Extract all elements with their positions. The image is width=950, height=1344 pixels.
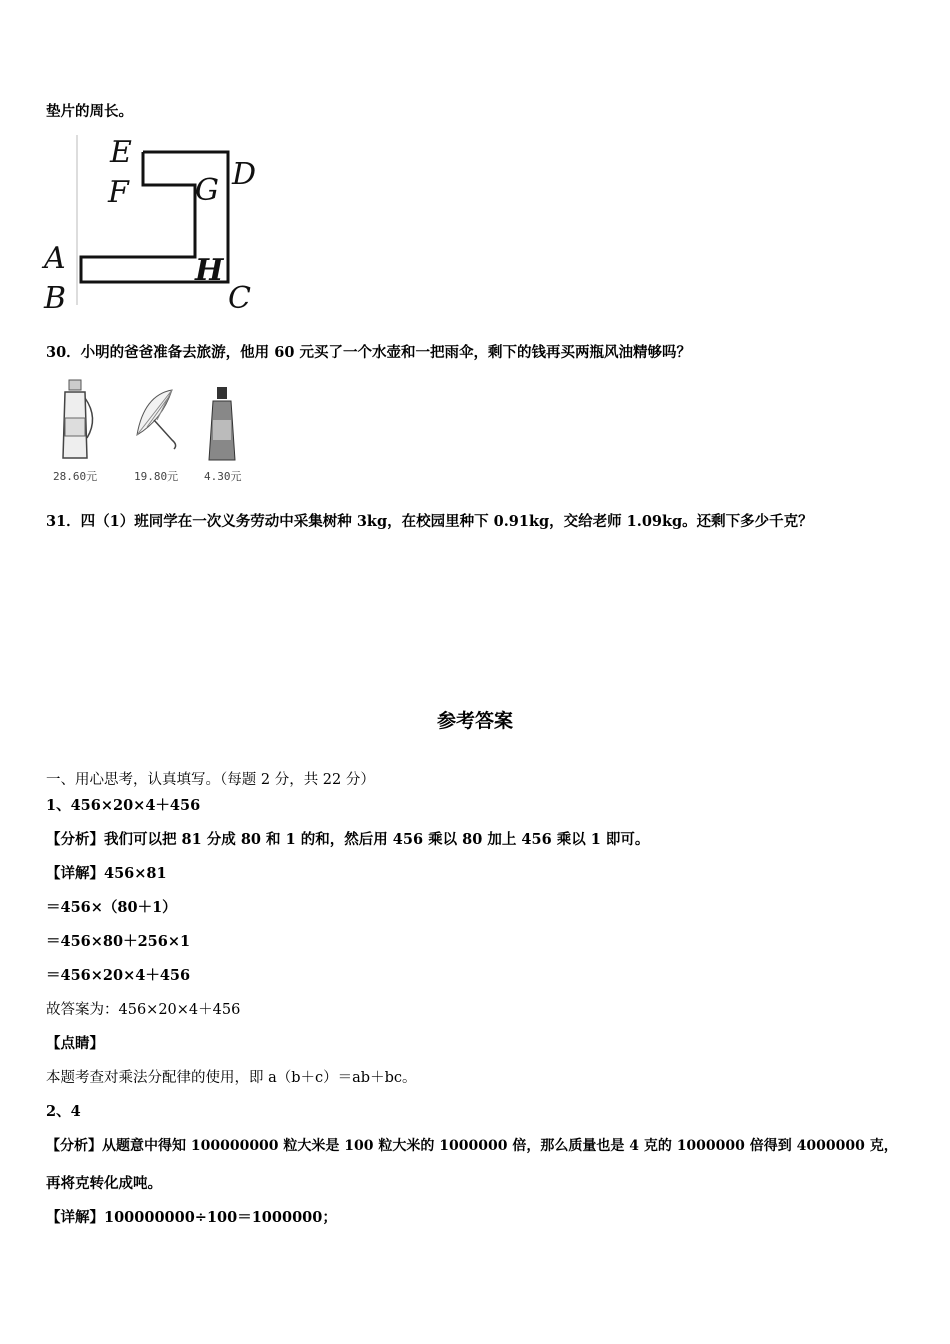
- question-30: 30．小明的爸爸准备去旅游，他用 60 元买了一个水壶和一把雨伞，剩下的钱再买两瓶风油精够吗？: [46, 344, 691, 361]
- answer-line: 本题考查对乘法分配律的使用，即 a（b＋c）＝ab＋bc。: [46, 1070, 417, 1086]
- oil-price: 4.30元: [204, 470, 242, 483]
- label-g: G: [195, 173, 219, 208]
- label-b: B: [44, 281, 67, 315]
- answer-line: 【分析】从题意中得知 100000000 粒大米是 100 粒大米的 1000000 倍，那么质量也是 4 克的 1000000 倍得到 4000000 克，: [46, 1138, 898, 1154]
- answer-line: 故答案为：456×20×4＋456: [46, 1002, 241, 1018]
- label-a: A: [44, 241, 66, 276]
- answers-title: 参考答案: [436, 710, 513, 732]
- question-31: 31．四（1）班同学在一次义务劳动中采集树种 3kg，在校园里种下 0.91kg，交给老师 1.09kg。还剩下多少千克？: [46, 513, 813, 530]
- label-e: E: [110, 135, 132, 170]
- answer-line: 【详解】456×81: [46, 865, 167, 882]
- kettle-price: 28.60元: [53, 470, 98, 483]
- question-29-tail: 垫片的周长。: [46, 103, 133, 120]
- answer-line: 【分析】我们可以把 81 分成 80 和 1 的和，然后用 456 乘以 80 加上 456 乘以 1 即可。: [46, 831, 650, 848]
- answer-line: 2、4: [46, 1103, 81, 1120]
- answer-line: ＝456×80＋256×1: [46, 933, 191, 950]
- answer-line: 1、456×20×4＋456: [46, 797, 201, 814]
- oil-bottle-image: [203, 385, 243, 465]
- answer-line: ＝456×20×4＋456: [46, 967, 191, 984]
- section-1-heading: 一、用心思考，认真填写。（每题 2 分，共 22 分）: [46, 772, 375, 788]
- label-h: H: [195, 253, 224, 288]
- answer-line: 再将克转化成吨。: [46, 1175, 162, 1192]
- label-f: F: [108, 175, 129, 210]
- label-d: D: [232, 157, 257, 192]
- answer-line: ＝456×（80＋1）: [46, 899, 177, 916]
- gasket-figure: [40, 130, 280, 315]
- umbrella-price: 19.80元: [134, 470, 179, 483]
- label-c: C: [228, 281, 251, 315]
- kettle-image: [55, 378, 105, 468]
- answer-line: 【详解】100000000÷100＝1000000；: [46, 1209, 337, 1226]
- answer-line: 【点睛】: [46, 1035, 104, 1052]
- umbrella-image: [132, 385, 187, 465]
